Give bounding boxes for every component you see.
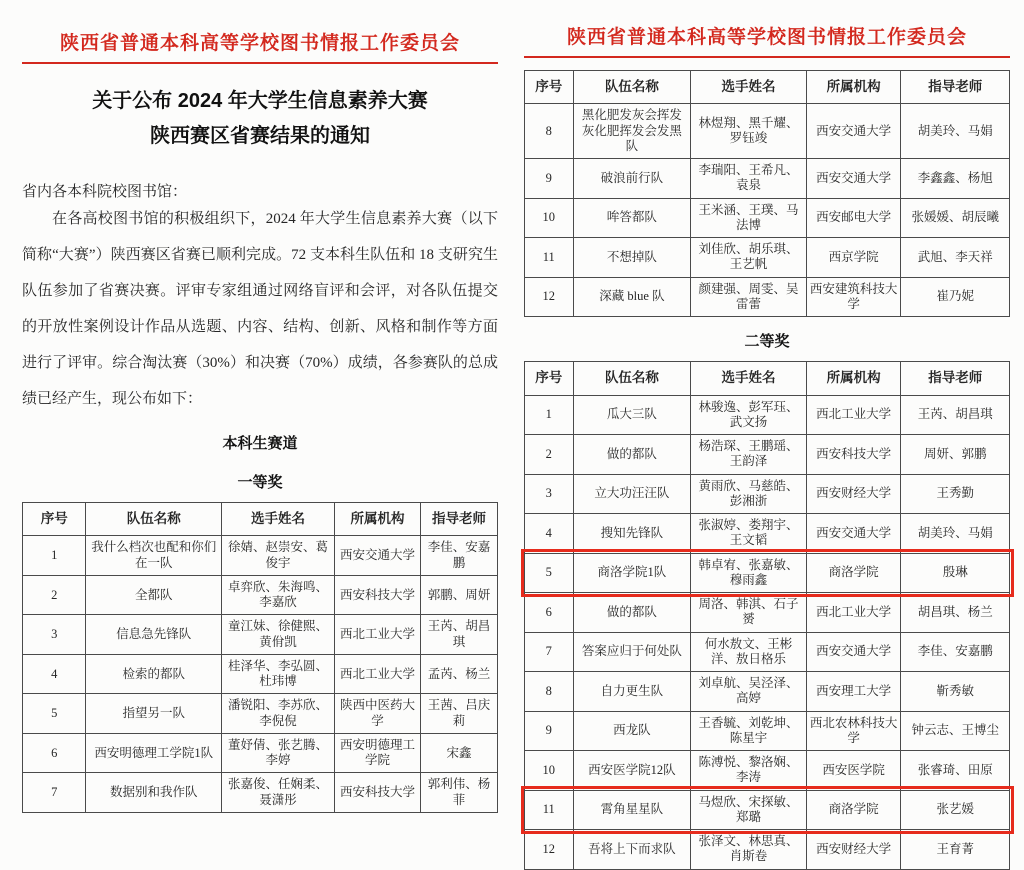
- table-cell: 王芮、胡昌琪: [901, 395, 1010, 435]
- org-header-right: 陕西省普通本科高等学校图书情报工作委员会: [566, 27, 967, 48]
- column-header: 选手姓名: [691, 71, 806, 104]
- column-header: 序号: [525, 362, 574, 395]
- table-cell: 李瑞阳、王希凡、袁泉: [691, 159, 806, 199]
- table-cell: 答案应归于何处队: [573, 632, 691, 672]
- table-cell: 西安财经大学: [806, 474, 901, 514]
- table-cell: 搜知先锋队: [573, 514, 691, 554]
- table-cell: 6: [525, 593, 574, 633]
- table-row: [23, 773, 498, 813]
- table-cell: 立大功汪汪队: [573, 474, 691, 514]
- table-header-row: [525, 71, 1010, 104]
- table-row: [525, 238, 1010, 278]
- table-cell: 张媛媛、胡辰曦: [901, 198, 1010, 238]
- table-cell: 深藏 blue 队: [573, 277, 691, 317]
- table-cell: 7: [525, 632, 574, 672]
- table-row: [525, 104, 1010, 159]
- table-row: [525, 514, 1010, 554]
- table-cell: 何水敖文、王彬洋、敖日格乐: [691, 632, 806, 672]
- second-prize-table: [524, 361, 1010, 869]
- table-row: [23, 654, 498, 694]
- table-cell: 9: [525, 159, 574, 199]
- table-cell: 5: [525, 553, 574, 593]
- table-cell: 王米涵、王璞、马法博: [691, 198, 806, 238]
- table-cell: 7: [23, 773, 86, 813]
- table-cell: 西安财经大学: [806, 830, 901, 870]
- column-header: 所属机构: [335, 503, 421, 536]
- table-row: [525, 672, 1010, 712]
- table-cell: 王秀勤: [901, 474, 1010, 514]
- table-cell: 西北工业大学: [335, 615, 421, 655]
- table-cell: 周妍、郭鹏: [901, 435, 1010, 475]
- column-header: 所属机构: [806, 362, 901, 395]
- table-row: [525, 711, 1010, 751]
- table-cell: 6: [23, 733, 86, 773]
- table-cell: 西龙队: [573, 711, 691, 751]
- table-cell: 信息急先锋队: [86, 615, 222, 655]
- red-divider-left: [22, 62, 498, 64]
- table-row: [525, 593, 1010, 633]
- first-prize-table-continued: [524, 70, 1010, 317]
- table-cell: 西安科技大学: [806, 435, 901, 475]
- track-heading: 本科生赛道: [222, 435, 298, 452]
- table-cell: 9: [525, 711, 574, 751]
- table-row: [525, 553, 1010, 593]
- table-cell: 武旭、李天祥: [901, 238, 1010, 278]
- table-cell: 杨浩琛、王鹏瑶、王韵泽: [691, 435, 806, 475]
- org-header-left: 陕西省普通本科高等学校图书情报工作委员会: [59, 33, 460, 54]
- table-cell: 钟云志、王博尘: [901, 711, 1010, 751]
- table-cell: 童江妹、徐健熙、黄佾凯: [222, 615, 335, 655]
- table-cell: 2: [23, 575, 86, 615]
- table-cell: 韩卓宥、张嘉敏、穆雨鑫: [691, 553, 806, 593]
- table-cell: 西安科技大学: [335, 575, 421, 615]
- table-cell: 西安交通大学: [806, 632, 901, 672]
- table-cell: 吾将上下而求队: [573, 830, 691, 870]
- table-cell: 西安建筑科技大学: [806, 277, 901, 317]
- table-cell: 王香毓、刘乾坤、陈星宇: [691, 711, 806, 751]
- table-row: [525, 751, 1010, 791]
- column-header: 序号: [23, 503, 86, 536]
- red-divider-right: [524, 56, 1010, 58]
- second-prize-table-wrap: [524, 361, 1010, 869]
- table-cell: 林骏逸、彭军珏、武文扬: [691, 395, 806, 435]
- table-cell: 4: [23, 654, 86, 694]
- first-prize-table-wrap: [22, 502, 498, 813]
- notice-page-right: [524, 0, 1010, 870]
- table-cell: 张嘉俊、任娴柔、聂潇彤: [222, 773, 335, 813]
- table-cell: 胡美玲、马娟: [901, 514, 1010, 554]
- table-cell: 3: [525, 474, 574, 514]
- table-row: [23, 694, 498, 734]
- table-cell: 徐婧、赵崇安、葛俊宇: [222, 536, 335, 576]
- table-cell: 哞答都队: [573, 198, 691, 238]
- table-cell: 张艺媛: [901, 790, 1010, 830]
- table-cell: 8: [525, 104, 574, 159]
- table-cell: 王育菁: [901, 830, 1010, 870]
- table-cell: 董妤倩、张艺腾、李婷: [222, 733, 335, 773]
- table-cell: 西北工业大学: [806, 593, 901, 633]
- table-cell: 桂泽华、李弘圆、杜玮博: [222, 654, 335, 694]
- table-row: [525, 395, 1010, 435]
- table-cell: 做的都队: [573, 435, 691, 475]
- table-row: [525, 159, 1010, 199]
- table-row: [23, 615, 498, 655]
- table-cell: 林煜翔、黑千耀、罗钰竣: [691, 104, 806, 159]
- table-cell: 霄角星星队: [573, 790, 691, 830]
- table-cell: 做的都队: [573, 593, 691, 633]
- table-row: [23, 575, 498, 615]
- column-header: 队伍名称: [573, 71, 691, 104]
- table-cell: 西安明德理工学院1队: [86, 733, 222, 773]
- column-header: 队伍名称: [573, 362, 691, 395]
- table-cell: 殷琳: [901, 553, 1010, 593]
- table-row: [525, 198, 1010, 238]
- notice-page-left: [22, 0, 498, 813]
- first-prize-table: [22, 502, 498, 813]
- table-cell: 颜建强、周雯、吴雷蕾: [691, 277, 806, 317]
- table-header-row: [525, 362, 1010, 395]
- document-title-line2: 陕西赛区省赛结果的通知: [150, 125, 370, 147]
- table-cell: 10: [525, 198, 574, 238]
- table-cell: 卓弈欣、朱海鸣、李嘉欣: [222, 575, 335, 615]
- table-cell: 王茜、吕庆莉: [421, 694, 498, 734]
- column-header: 所属机构: [806, 71, 901, 104]
- table-cell: 西安交通大学: [806, 514, 901, 554]
- table-row: [525, 435, 1010, 475]
- column-header: 选手姓名: [222, 503, 335, 536]
- table-cell: 西北农林科技大学: [806, 711, 901, 751]
- table-cell: 刘佳欣、胡乐琪、王艺帆: [691, 238, 806, 278]
- column-header: 指导老师: [901, 71, 1010, 104]
- table-cell: 周洛、韩淇、石子赟: [691, 593, 806, 633]
- table-cell: 西北工业大学: [335, 654, 421, 694]
- table-row: [525, 474, 1010, 514]
- table-cell: 商洛学院1队: [573, 553, 691, 593]
- column-header: 选手姓名: [691, 362, 806, 395]
- table-cell: 郭鹏、周妍: [421, 575, 498, 615]
- table-cell: 张睿琦、田原: [901, 751, 1010, 791]
- table-cell: 8: [525, 672, 574, 712]
- table-cell: 我什么档次也配和你们在一队: [86, 536, 222, 576]
- table-cell: 10: [525, 751, 574, 791]
- table-cell: 西安医学院12队: [573, 751, 691, 791]
- table-cell: 西安理工大学: [806, 672, 901, 712]
- table-cell: 2: [525, 435, 574, 475]
- document-title-line1: 关于公布 2024 年大学生信息素养大赛: [92, 90, 428, 112]
- table-cell: 不想掉队: [573, 238, 691, 278]
- table-cell: 1: [23, 536, 86, 576]
- table-cell: 西安交通大学: [806, 159, 901, 199]
- table-header-row: [23, 503, 498, 536]
- column-header: 指导老师: [901, 362, 1010, 395]
- table-cell: 李佳、安嘉鹏: [901, 632, 1010, 672]
- first-prize-heading: 一等奖: [237, 474, 283, 491]
- table-cell: 12: [525, 830, 574, 870]
- table-cell: 张淑婷、娄翔宇、王文韬: [691, 514, 806, 554]
- notice-body-paragraph: 在各高校图书馆的积极组织下，2024 年大学生信息素养大赛（以下简称“大赛”）陕西赛区省赛已顺利完成。72 支本科生队伍和 18 支研究生队伍参加了省赛决赛。评审专家组通过网络盲评和会评，对各队伍提交的开放性案例设计作品从选题、内容、结构、创新、风格和制作等方面进行了评审。综合淘汰赛（30%）和决赛（70%）成绩，各参赛队的总成绩已经产生，现公布如下：: [22, 211, 498, 407]
- table-cell: 刘卓航、吴泾泽、高婷: [691, 672, 806, 712]
- table-cell: 西北工业大学: [806, 395, 901, 435]
- table-cell: 张泽文、林思真、肖斯卷: [691, 830, 806, 870]
- document-title: [22, 84, 498, 154]
- table-cell: 4: [525, 514, 574, 554]
- table-cell: 西安科技大学: [335, 773, 421, 813]
- table-cell: 数据别和我作队: [86, 773, 222, 813]
- table-cell: 西安交通大学: [335, 536, 421, 576]
- table-cell: 破浪前行队: [573, 159, 691, 199]
- first-prize-table-continued-wrap: [524, 70, 1010, 317]
- column-header: 队伍名称: [86, 503, 222, 536]
- table-cell: 李鑫鑫、杨旭: [901, 159, 1010, 199]
- table-cell: 西安明德理工学院: [335, 733, 421, 773]
- table-cell: 自力更生队: [573, 672, 691, 712]
- second-prize-heading: 二等奖: [744, 333, 790, 351]
- table-cell: 12: [525, 277, 574, 317]
- table-cell: 1: [525, 395, 574, 435]
- table-cell: 潘锐阳、李苏欣、李倪倪: [222, 694, 335, 734]
- table-cell: 陈溥悦、黎洛娴、李涛: [691, 751, 806, 791]
- table-cell: 胡昌琪、杨兰: [901, 593, 1010, 633]
- table-cell: 西京学院: [806, 238, 901, 278]
- table-cell: 崔乃妮: [901, 277, 1010, 317]
- table-cell: 陕西中医药大学: [335, 694, 421, 734]
- table-cell: 西安邮电大学: [806, 198, 901, 238]
- table-row: [525, 830, 1010, 870]
- table-cell: 郭利伟、杨菲: [421, 773, 498, 813]
- table-row: [525, 790, 1010, 830]
- table-cell: 检索的都队: [86, 654, 222, 694]
- table-cell: 胡美玲、马娟: [901, 104, 1010, 159]
- table-cell: 李佳、安嘉鹏: [421, 536, 498, 576]
- table-cell: 5: [23, 694, 86, 734]
- table-cell: 靳秀敏: [901, 672, 1010, 712]
- table-cell: 指望另一队: [86, 694, 222, 734]
- table-row: [525, 277, 1010, 317]
- table-cell: 宋鑫: [421, 733, 498, 773]
- table-cell: 瓜大三队: [573, 395, 691, 435]
- table-cell: 孟芮、杨兰: [421, 654, 498, 694]
- table-row: [23, 536, 498, 576]
- table-cell: 西安交通大学: [806, 104, 901, 159]
- salutation: 省内各本科院校图书馆：: [22, 184, 188, 200]
- table-cell: 11: [525, 238, 574, 278]
- table-cell: 全都队: [86, 575, 222, 615]
- table-cell: 3: [23, 615, 86, 655]
- table-cell: 马煜欣、宋探敏、郑璐: [691, 790, 806, 830]
- table-cell: 商洛学院: [806, 790, 901, 830]
- table-cell: 王芮、胡昌琪: [421, 615, 498, 655]
- table-cell: 黄雨欣、马慈皓、彭湘浙: [691, 474, 806, 514]
- table-cell: 11: [525, 790, 574, 830]
- column-header: 序号: [525, 71, 574, 104]
- table-cell: 西安医学院: [806, 751, 901, 791]
- column-header: 指导老师: [421, 503, 498, 536]
- table-cell: 黑化肥发灰会挥发灰化肥挥发会发黑队: [573, 104, 691, 159]
- table-row: [525, 632, 1010, 672]
- table-cell: 商洛学院: [806, 553, 901, 593]
- table-row: [23, 733, 498, 773]
